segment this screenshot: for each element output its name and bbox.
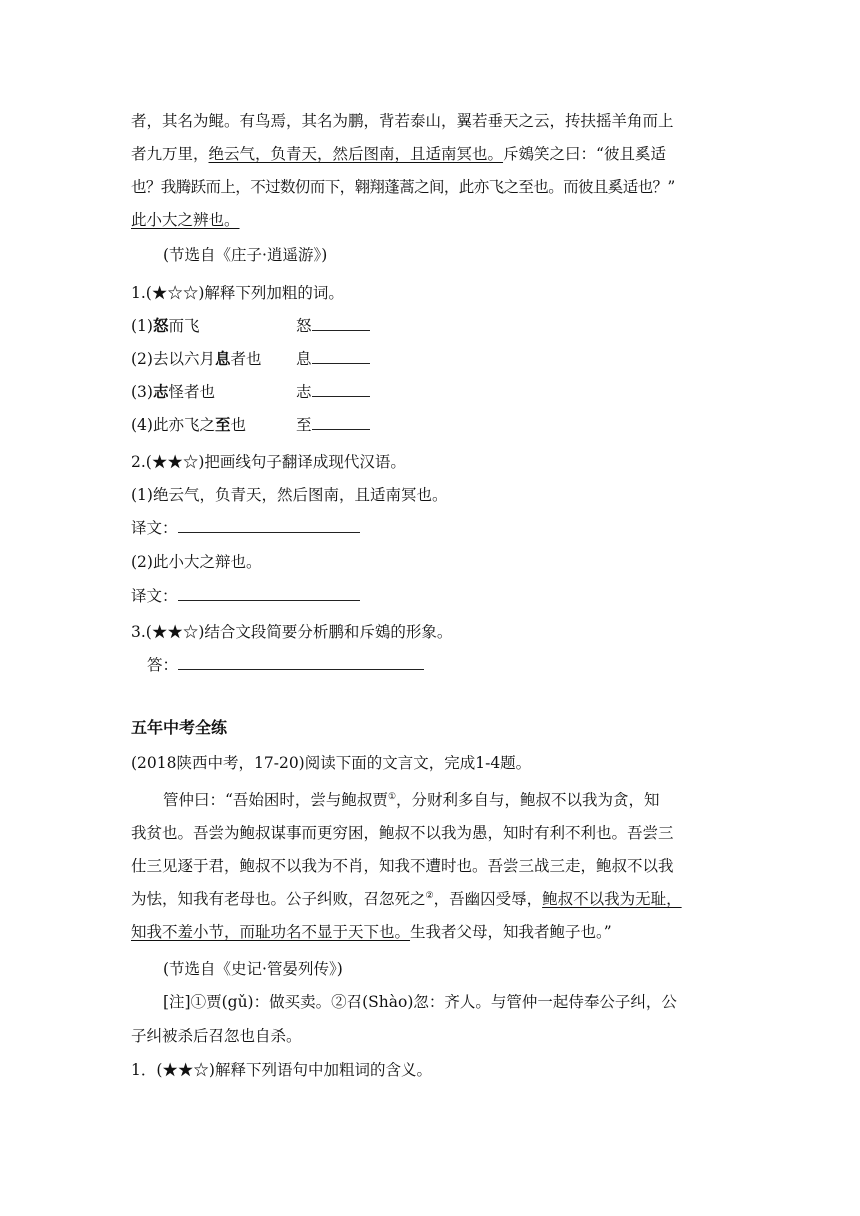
section-intro: (2018陕西中考，17-20)阅读下面的文言文，完成1-4题。 — [131, 754, 532, 772]
q1-answer-1[interactable]: 怒 — [296, 316, 370, 336]
underlined-sentence-2: 此小大之辨也。 — [131, 211, 240, 229]
q1-item-2: (2)去以六月息者也 — [131, 349, 262, 368]
footnote-ref-2: ② — [425, 890, 434, 901]
passage2-line4: 为怯，知我有老母也。公子纠败，召忽死之②，吾幽囚受辱，鲍叔不以我为无耻， — [131, 890, 682, 908]
passage2-line3: 仕三见逐于君，鲍叔不以我为不肖，知我不遭时也。吾尝三战三走，鲍叔不以我 — [131, 857, 674, 875]
underlined-sentence-1: 绝云气，负青天，然后图南，且适南冥也。 — [208, 145, 504, 163]
passage2-line1: 管仲曰：“吾始困时，尝与鲍叔贾①，分财利多自与，鲍叔不以我为贪，知 — [163, 791, 660, 809]
q1-item-1: (1)怒而飞 — [131, 316, 200, 335]
q1-answer-2[interactable]: 息 — [296, 349, 370, 369]
section-heading: 五年中考全练 — [131, 718, 228, 737]
footnote-ref-1: ① — [387, 791, 397, 802]
passage2-note-line2: 子纠被杀后召忽也自杀。 — [131, 1027, 302, 1045]
passage2-line5: 知我不羞小节，而耻功名不显于天下也。生我者父母，知我者鲍子也。” — [131, 923, 612, 941]
passage1-line1: 者，其名为鲲。有鸟焉，其名为鹏，背若泰山，翼若垂天之云，抟扶摇羊角而上 — [131, 112, 674, 130]
q1-answer-4[interactable]: 至 — [296, 415, 370, 435]
passage1-line3: 也？我腾跃而上，不过数仞而下，翱翔蓬蒿之间，此亦飞之至也。而彼且奚适也？” — [131, 178, 675, 196]
q2-sentence-2: (2)此小大之辩也。 — [131, 553, 262, 571]
q1-item-3: (3)志怪者也 — [131, 382, 215, 401]
passage1-line4 — [131, 210, 240, 230]
q2-title: 2.(★★☆)把画线句子翻译成现代汉语。 — [131, 453, 406, 471]
q2-translation-2[interactable]: 译文： — [131, 586, 360, 606]
q1-title: 1.(★☆☆)解释下列加粗的词。 — [131, 284, 344, 302]
q1-item-4: (4)此亦飞之至也 — [131, 415, 246, 434]
q2-sentence-1: (1)绝云气，负青天，然后图南，且适南冥也。 — [131, 486, 448, 504]
underlined-sentence-3a: 鲍叔不以我为无耻， — [542, 890, 682, 908]
q3-title: 3.(★★☆)结合文段简要分析鹏和斥鴳的形象。 — [131, 623, 453, 641]
passage2-line2: 我贫也。吾尝为鲍叔谋事而更穷困，鲍叔不以我为愚，知时有利不利也。吾尝三 — [131, 824, 674, 842]
q3-answer[interactable]: 答： — [147, 655, 424, 675]
underlined-sentence-3b: 知我不羞小节，而耻功名不显于天下也。 — [131, 923, 411, 941]
q2-translation-1[interactable]: 译文： — [131, 518, 360, 538]
passage1-line2: 者九万里，绝云气，负青天，然后图南，且适南冥也。斥鴳笑之曰：“彼且奚适 — [131, 145, 666, 163]
q-last-title: 1．(★★☆)解释下列语句中加粗词的含义。 — [131, 1061, 432, 1079]
passage2-source: (节选自《史记·管晏列传》) — [163, 960, 343, 978]
q1-answer-3[interactable]: 志 — [296, 382, 370, 402]
passage1-source: (节选自《庄子·逍遥游》) — [163, 246, 328, 264]
passage2-note-line1: [注]①贾(gǔ)：做买卖。②召(Shào)忽：齐人。与管仲一起侍奉公子纠，公 — [163, 993, 677, 1011]
